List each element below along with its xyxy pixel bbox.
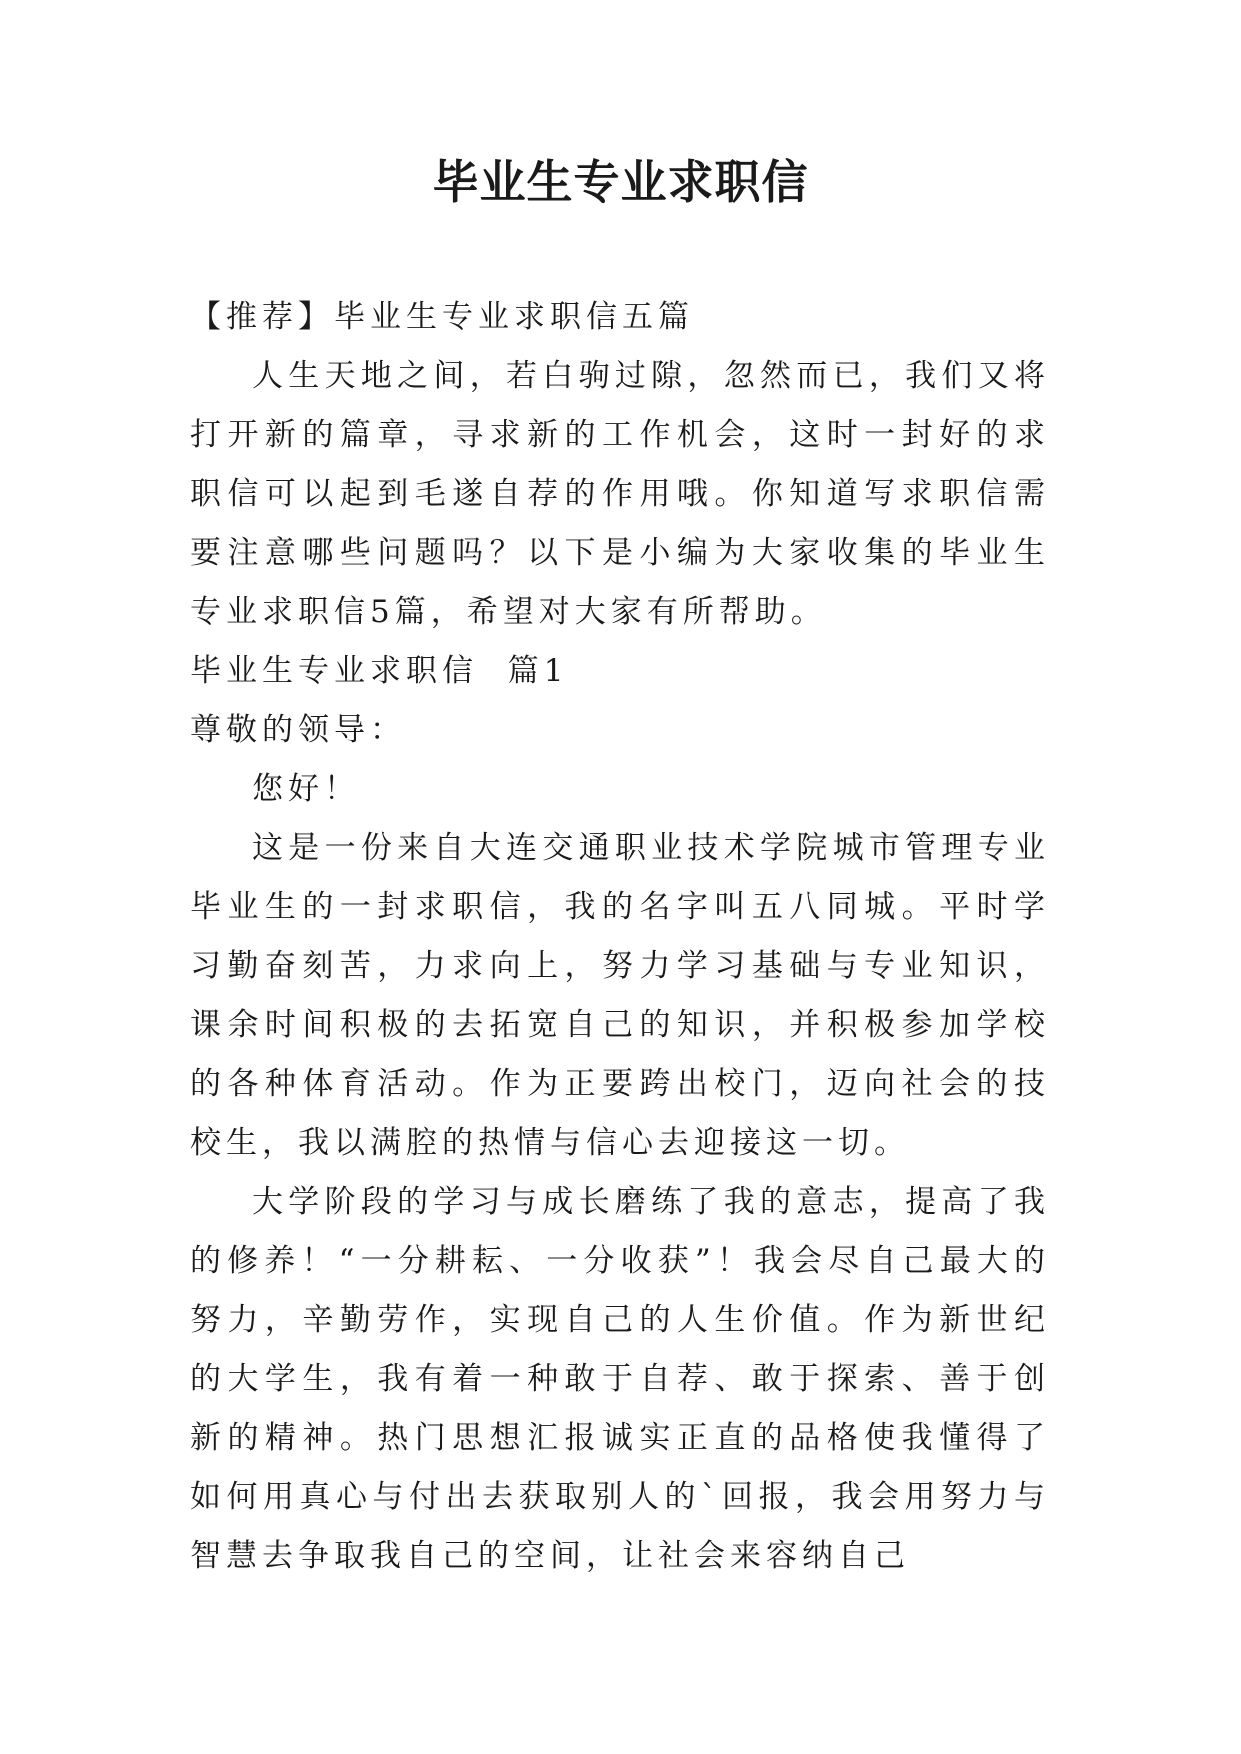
body-paragraph-2: 大学阶段的学习与成长磨练了我的意志，提高了我的修养！“一分耕耘、一分收获”！我会尽自己最大的努力，辛勤劳作，实现自己的人生价值。作为新世纪的大学生，我有着一种敢于自荐、敢于探索、善于创新的精神。热门思想汇报诚实正直的品格使我懂得了如何用真心与付出去获取别人的`回报，我会用努力与智慧去争取我自己的空间，让社会来容纳自己 [190, 1184, 1050, 1574]
section-heading: 毕业生专业求职信 篇1 [190, 653, 569, 689]
body-paragraph-1: 这是一份来自大连交通职业技术学院城市管理专业毕业生的一封求职信，我的名字叫五八同城。平时学习勤奋刻苦，力求向上，努力学习基础与专业知识，课余时间积极的去拓宽自己的知识，并积极参加学校的各种体育活动。作为正要跨出校门，迈向社会的技校生，我以满腔的热情与信心去迎接这一切。 [190, 830, 1050, 1161]
greeting: 您好！ [252, 771, 360, 807]
intro-paragraph: 人生天地之间，若白驹过隙，忽然而已，我们又将打开新的篇章，寻求新的工作机会，这时一封好的求职信可以起到毛遂自荐的作用哦。你知道写求职信需要注意哪些问题吗？以下是小编为大家收集的毕业生专业求职信5篇，希望对大家有所帮助。 [190, 358, 1050, 630]
document-subtitle: 【推荐】毕业生专业求职信五篇 [190, 299, 694, 335]
salutation: 尊敬的领导： [190, 712, 406, 748]
document-body [190, 288, 1050, 1586]
document-title: 毕业生专业求职信 [432, 155, 809, 209]
